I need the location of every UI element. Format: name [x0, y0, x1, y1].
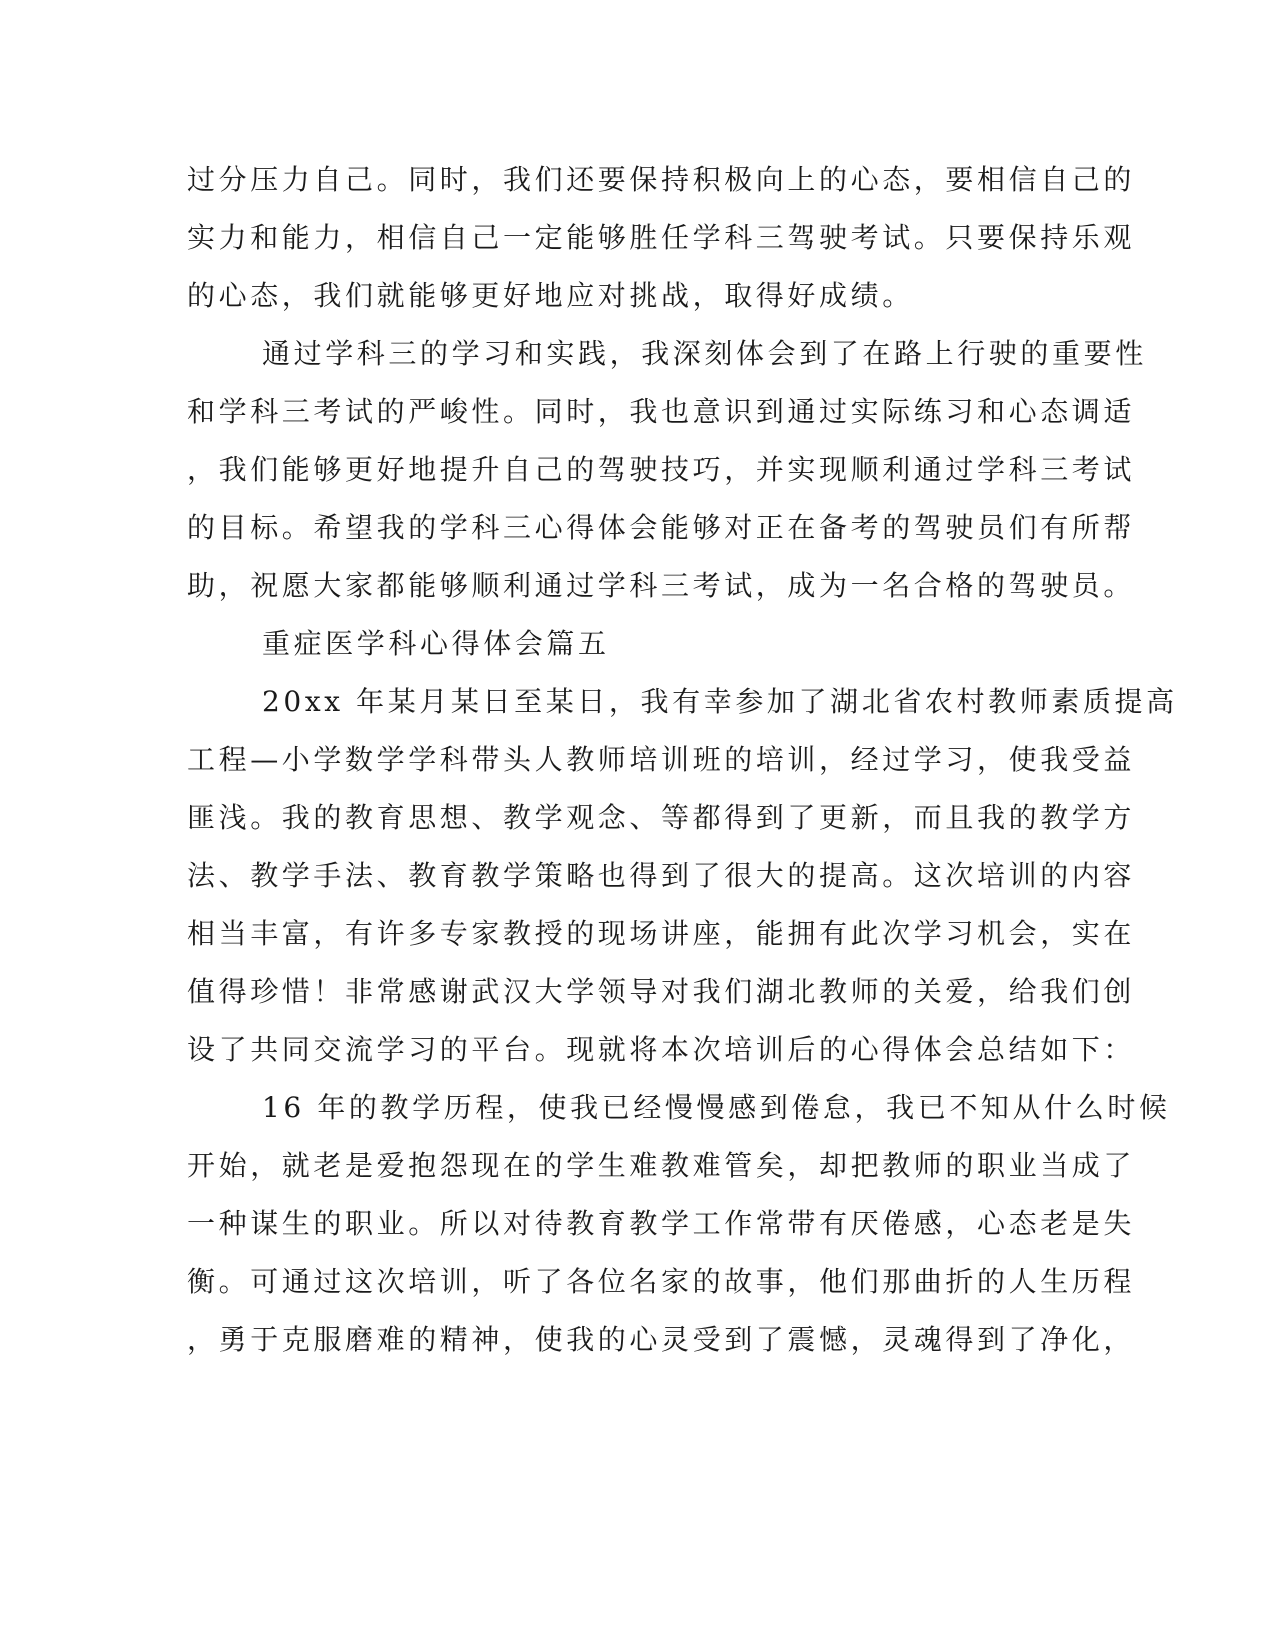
text-line: 过分压力自己。同时，我们还要保持积极向上的心态，要相信自己的 — [187, 163, 1136, 196]
text-line: 设了共同交流学习的平台。现就将本次培训后的心得体会总结如下： — [187, 1033, 1136, 1066]
text-line: 匪浅。我的教育思想、教学观念、等都得到了更新，而且我的教学方 — [187, 801, 1136, 834]
text-line: 法、教学手法、教育教学策略也得到了很大的提高。这次培训的内容 — [187, 859, 1136, 892]
text-line: 的心态，我们就能够更好地应对挑战，取得好成绩。 — [187, 279, 914, 312]
text-line: 工程—小学数学学科带头人教师培训班的培训，经过学习，使我受益 — [187, 743, 1136, 776]
text-line: ，我们能够更好地提升自己的驾驶技巧，并实现顺利通过学科三考试 — [187, 453, 1136, 486]
text-line: 相当丰富，有许多专家教授的现场讲座，能拥有此次学习机会，实在 — [187, 917, 1136, 950]
text-line: 实力和能力，相信自己一定能够胜任学科三驾驶考试。只要保持乐观 — [187, 221, 1136, 254]
text-line: 一种谋生的职业。所以对待教育教学工作常带有厌倦感，心态老是失 — [187, 1207, 1136, 1240]
section-heading: 重症医学科心得体会篇五 — [262, 627, 610, 660]
text-line: 值得珍惜！非常感谢武汉大学领导对我们湖北教师的关爱，给我们创 — [187, 975, 1136, 1008]
paragraph-first-line: 16 年的教学历程，使我已经慢慢感到倦怠，我已不知从什么时候 — [262, 1091, 1171, 1124]
text-line: ，勇于克服磨难的精神，使我的心灵受到了震憾，灵魂得到了净化， — [187, 1323, 1136, 1356]
paragraph-first-line: 通过学科三的学习和实践，我深刻体会到了在路上行驶的重要性 — [262, 337, 1147, 370]
text-line: 助，祝愿大家都能够顺利通过学科三考试，成为一名合格的驾驶员。 — [187, 569, 1136, 602]
text-line: 开始，就老是爱抱怨现在的学生难教难管矣，却把教师的职业当成了 — [187, 1149, 1136, 1182]
paragraph-first-line: 20xx 年某月某日至某日，我有幸参加了湖北省农村教师素质提高 — [262, 685, 1178, 718]
text-line: 和学科三考试的严峻性。同时，我也意识到通过实际练习和心态调适 — [187, 395, 1136, 428]
text-line: 衡。可通过这次培训，听了各位名家的故事，他们那曲折的人生历程 — [187, 1265, 1136, 1298]
text-line: 的目标。希望我的学科三心得体会能够对正在备考的驾驶员们有所帮 — [187, 511, 1136, 544]
